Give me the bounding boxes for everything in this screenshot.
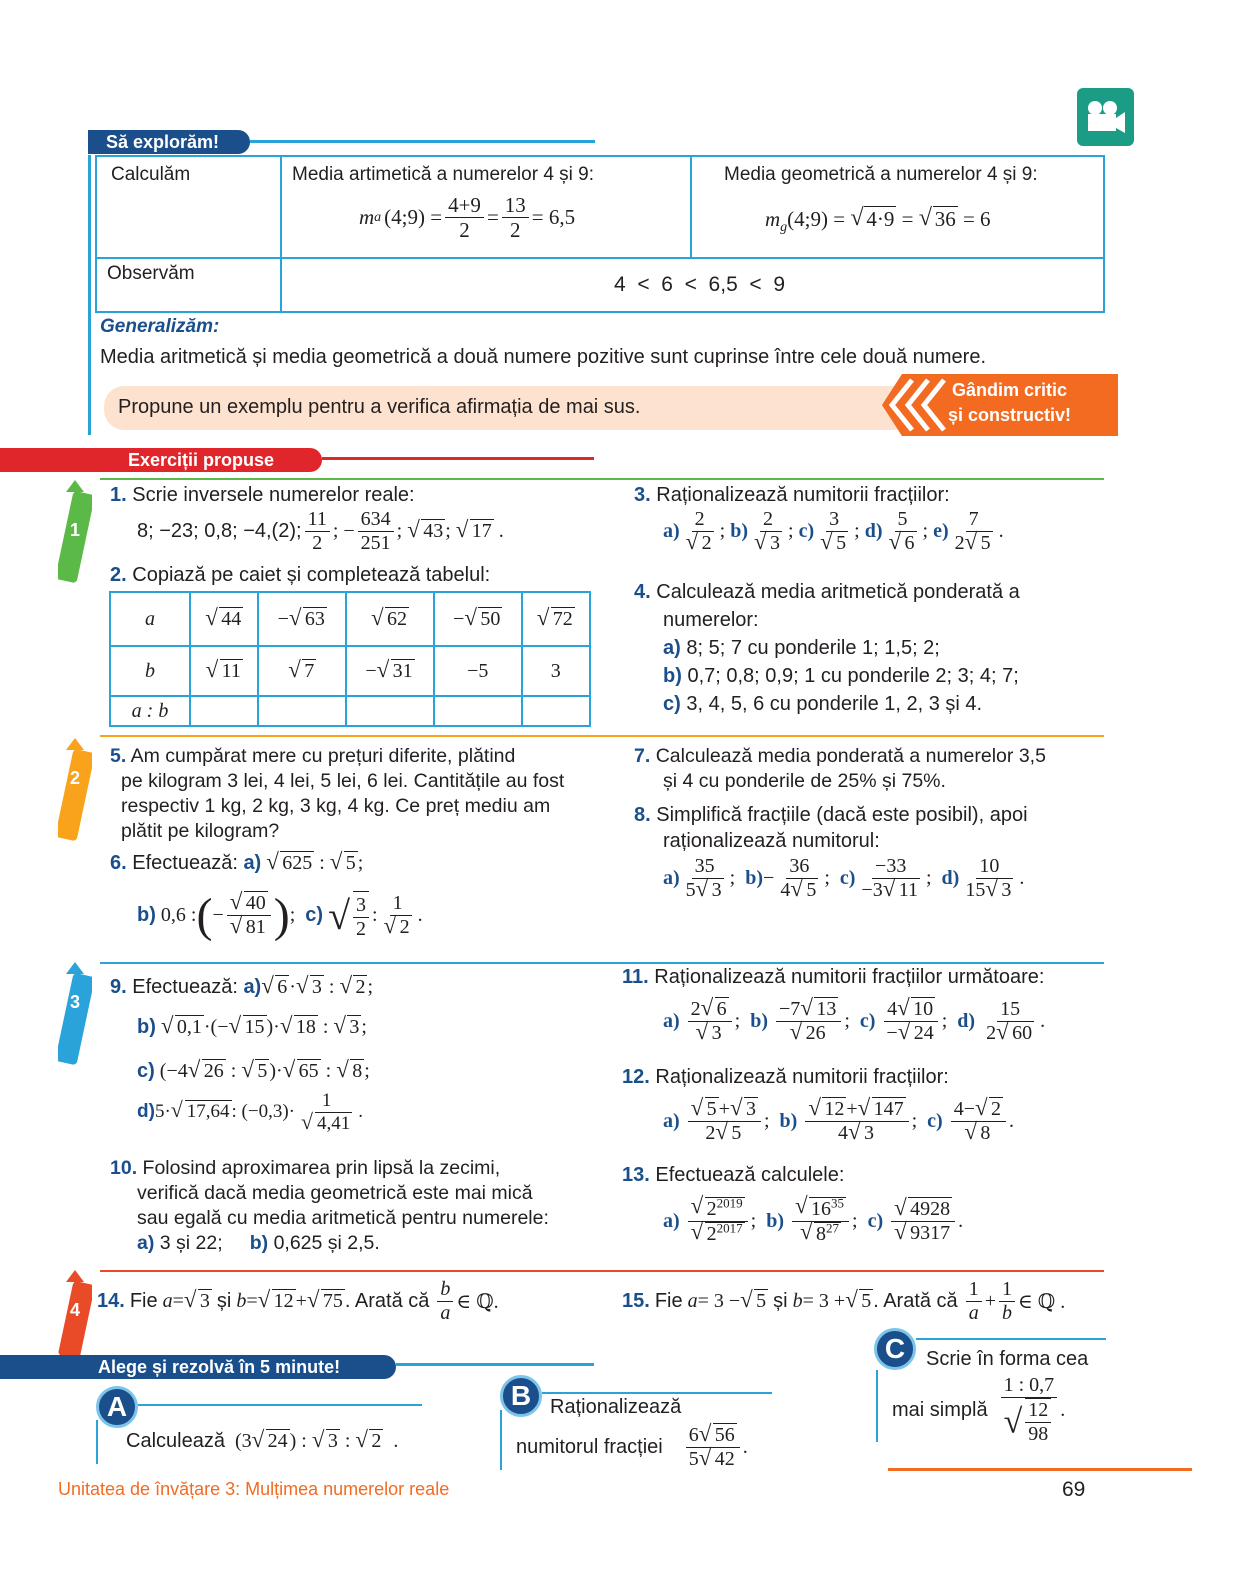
divider bbox=[100, 1270, 1104, 1272]
level-3-crayon-icon bbox=[58, 962, 92, 1070]
svg-text:1: 1 bbox=[70, 520, 81, 540]
level-1-crayon-icon bbox=[58, 480, 92, 588]
divider bbox=[88, 155, 91, 435]
exercise-11-items: a) 2√ 6 √ 3 ; b) −7√ 13 √ 26 ; c) $\frac{4√ 10}{-√ 24}$ ; d) $\frac{15}{2√ 60}$ . bbox=[663, 998, 1045, 1045]
svg-text:2: 2 bbox=[70, 768, 81, 788]
exercise-6-bc: b) 0,6 : ( − √ 40 √ 81 ) ; c) √ $\frac{3}{2}$ : 1 √ 2 . bbox=[137, 888, 423, 943]
exercise-13-items: a) √ $2^{2019}$ √ $2^{2017}$ ; b) √ $16^{35}$ √ $8^{27}$ ; c) √ 4928 √ 9317 . bbox=[663, 1196, 963, 1246]
divider bbox=[396, 1363, 594, 1366]
task-b-line2: numitorul fracției $\frac{6√ 56}{5√ 42}$ . bbox=[516, 1424, 748, 1471]
badge-a: A bbox=[96, 1386, 138, 1428]
divider bbox=[916, 1338, 1106, 1340]
footer-unit: Unitatea de învățare 3: Mulțimea numerelor reale bbox=[58, 1479, 450, 1499]
exercise-9: 9. Efectuează: a)√ 6 ·√ 3 : √ 2 ; bbox=[110, 976, 373, 999]
divider bbox=[500, 1410, 502, 1470]
level-2-crayon-icon bbox=[58, 738, 92, 846]
exercise-9-c: c) (−4√ 26 : √ 5 )·√ 65 : √ 8 ; bbox=[137, 1060, 370, 1083]
exercise-12-items: a) √ $\frac{5 +√ 3}{2√ 5}$ ; b) √ $\frac{12 +√ 147}{4√ 3}$ ; c) 4−√ 2 √ 8 . bbox=[663, 1098, 1014, 1145]
explore-title: Să explorăm! bbox=[88, 130, 250, 154]
exercise-13: 13. Efectuează calculele: bbox=[622, 1164, 845, 1186]
svg-text:4: 4 bbox=[70, 1300, 81, 1320]
exercise-7: 7. Calculează media ponderată a numerelor 3,5 și 4 cu ponderile de 25% și 75%. bbox=[634, 745, 1046, 792]
exercise-8: 8. Simplifică fracțiile (dacă este posibil), apoi raționalizează numitorul: bbox=[634, 804, 1028, 852]
divider bbox=[542, 1392, 772, 1394]
exercise-3-items: a) 2 √ 2 ; b) 2 √ 3 ; c) 3 √ 5 ; d) 5 √ 6 ; e) $\frac{7}{2√ 5}$ . bbox=[663, 508, 1004, 555]
exercise-10: 10. Folosind aproximarea prin lipsă la zecimi, verifică dacă media geometrică este mai mică sau egală cu media aritmetică pentru numerele: a) 3 și 22; b) 0,625 și 2,5. bbox=[110, 1157, 549, 1254]
task-b-line1: Raționalizează bbox=[550, 1396, 682, 1418]
badge-b: B bbox=[500, 1375, 542, 1417]
observe-label: Observăm bbox=[107, 263, 195, 284]
video-icon[interactable] bbox=[1077, 88, 1134, 146]
divider bbox=[250, 140, 595, 143]
arith-formula: m a (4;9) = $\frac{4+9}{2}$ = $\frac{13}{2}$ = 6,5 bbox=[359, 193, 576, 243]
generalize-title: Generalizăm: bbox=[100, 316, 220, 337]
divider bbox=[888, 1468, 1192, 1471]
exercise-9-d: d) 5· √ 17,64 : (−0,3)· 1 √ 4,41 . bbox=[137, 1090, 363, 1135]
critic-badge: Gândim critic și constructiv! bbox=[882, 374, 1118, 436]
exercise-11: 11. Raționalizează numitorii fracțiilor următoare: bbox=[622, 966, 1045, 988]
exercise-12: 12. Raționalizează numitorii fracțiilor: bbox=[622, 1066, 949, 1088]
divider bbox=[876, 1370, 878, 1442]
divider bbox=[138, 1404, 422, 1406]
geo-heading: Media geometrică a numerelor 4 și 9: bbox=[724, 164, 1038, 185]
exercise-1-values: 8; −23; 0,8; −4,(2); $\frac{11}{2}$ ; − $\frac{634}{251}$ ; √ 43 ; √ 17 . bbox=[137, 508, 504, 555]
arith-heading: Media artimetică a numerelor 4 și 9: bbox=[292, 164, 595, 185]
exercise-3: 3. Raționalizează numitorii fracțiilor: bbox=[634, 484, 950, 506]
exercise-15: 15. Fie a = 3 − √ 5 și b = 3 + √ 5 . Arată că $\frac{1}{a}$ + $\frac{1}{b}$ ∈ ℚ . bbox=[622, 1278, 1065, 1325]
exercise-4: 4. Calculează media aritmetică ponderată a numerelor: a) 8; 5; 7 cu ponderile 1; 1,5; 2; b) 0,7; 0,8; 0,9; 1 cu ponderile 2; 3; 4; 7; c) 3, 4, 5, 6 cu ponderile 1, 2, 3 și 4. bbox=[634, 581, 1020, 715]
divider bbox=[100, 478, 1104, 480]
divider bbox=[96, 1420, 98, 1464]
explore-table bbox=[95, 155, 1105, 313]
calc-label: Calculăm bbox=[111, 164, 191, 185]
exercise-2: 2. Copiază pe caiet și completează tabelul: bbox=[110, 564, 491, 586]
exercise-14: 14. Fie a = √ 3 și b = √ 12 + √ 75 . Arată că $\frac{b}{a}$ ∈ ℚ. bbox=[97, 1278, 499, 1325]
exercise-2-table: a √ 44 −√ 63 √ 62 −√ 50 √ 72 b √ 11 √ 7 −√ 31 −5 3 a : b bbox=[109, 591, 591, 727]
critic-text: Propune un exemplu pentru a verifica afirmația de mai sus. bbox=[118, 396, 641, 418]
divider bbox=[100, 735, 1104, 737]
exercise-6: 6. Efectuează: a) √ 625 : √ 5 ; bbox=[110, 852, 363, 875]
geo-formula: $m_g(4;9)$ = √ 4·9 = √ 36 = 6 bbox=[765, 207, 991, 236]
svg-text:3: 3 bbox=[70, 992, 81, 1012]
page-number: 69 bbox=[1062, 1478, 1086, 1501]
task-a: Calculează (3√ 24 ) : √ 3 : √ 2 . bbox=[126, 1430, 398, 1453]
divider bbox=[100, 962, 1104, 964]
divider bbox=[322, 457, 594, 460]
exercise-5: 5. Am cumpărat mere cu prețuri diferite, plătind pe kilogram 3 lei, 4 lei, 5 lei, 6 lei. Cantitățile au fost respectiv 1 kg, 2 kg, 3 kg, 4 kg. Ce preț mediu am plătit pe kilogram? bbox=[110, 745, 565, 842]
badge-c: C bbox=[874, 1328, 916, 1370]
task-c-line1: Scrie în forma cea bbox=[926, 1348, 1089, 1370]
exercises-title: Exerciții propuse bbox=[0, 448, 322, 472]
exercise-8-items: a) $\frac{35}{5√ 3}$ ; b) − $\frac{36}{4√ 5}$ ; c) $\frac{-33}{-3√ 11}$ ; d) $\frac{10}{15√ 3}$ . bbox=[663, 855, 1024, 902]
generalize-text: Media aritmetică și media geometrică a două numere pozitive sunt cuprinse între cele două numere. bbox=[100, 346, 987, 368]
inequality: 4 < 6 < 6,5 < 9 bbox=[614, 273, 786, 296]
exercise-9-b: b) √ 0,1 ·(−√ 15 )·√ 18 : √ 3 ; bbox=[137, 1016, 367, 1039]
quick-title: Alege și rezolvă în 5 minute! bbox=[0, 1355, 396, 1379]
exercise-1: 1. Scrie inversele numerelor reale: bbox=[110, 484, 415, 506]
task-c-line2: mai simplă 1 : 0,7 √ $\frac{12}{98}$ . bbox=[892, 1374, 1066, 1445]
